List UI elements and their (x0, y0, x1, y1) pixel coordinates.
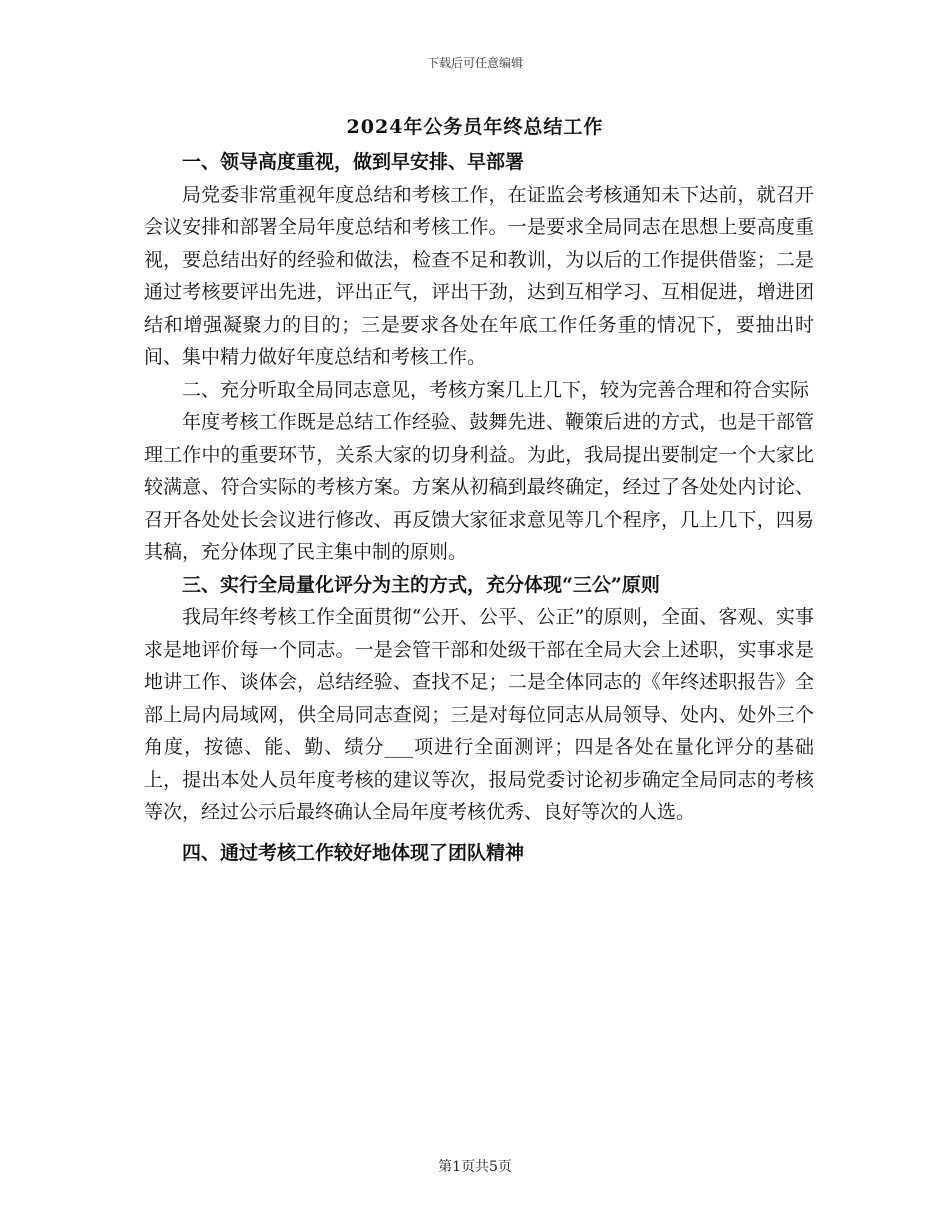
page-footer: 第1页共5页 (438, 1159, 512, 1175)
page-header: 下载后可任意编辑 (426, 56, 523, 70)
section-3-paragraph: 我局年终考核工作全面贯彻“公开、公平、公正”的原则，全面、客观、实事求是地评价每一个同志。一是会管干部和处级干部在全局大会上述职，实事求是地讲工作、谈体会，总结经验、查找不足；二是全体同志的《年终述职报告》全部上局内局域网，供全局同志查阅；三是对每位同志从局领导、处内、处外三个角度，按德、能、勤、绩分___项进行全面测评；四是各处在量化评分的基础上，提出本处人员年度考核的建议等次，报局党委讨论初步确定全局同志的考核等次，经过公示后最终确认全局年度考核优秀、良好等次的人选。 (144, 606, 814, 823)
section-3-heading: 三、实行全局量化评分为主的方式，充分体现“三公”原则 (182, 573, 660, 596)
section-1-heading: 一、领导高度重视，做到早安排、早部署 (182, 151, 525, 173)
section-2-paragraph: 年度考核工作既是总结工作经验、鼓舞先进、鞭策后进的方式，也是干部管理工作中的重要环节，关系大家的切身利益。为此，我局提出要制定一个大家比较满意、符合实际的考核方案。方案从初稿到最终确定，经过了各处处内讨论、召开各处处长会议进行修改、再反馈大家征求意见等几个程序，几上几下，四易其稿，充分体现了民主集中制的原则。 (144, 411, 814, 563)
document-body (144, 146, 814, 869)
section-2-heading: 二、充分听取全局同志意见，考核方案几上几下，较为完善合理和符合实际 (182, 378, 810, 401)
section-4-heading: 四、通过考核工作较好地体现了团队精神 (182, 841, 525, 864)
document-title: 2024年公务员年终总结工作 (346, 116, 604, 138)
section-1-paragraph: 局党委非常重视年度总结和考核工作，在证监会考核通知未下达前，就召开会议安排和部署全局年度总结和考核工作。一是要求全局同志在思想上要高度重视，要总结出好的经验和做法，检查不足和教训，为以后的工作提供借鉴；二是通过考核要评出先进，评出正气，评出干劲，达到互相学习、互相促进，增进团结和增强凝聚力的目的；三是要求各处在年底工作任务重的情况下，要抽出时间、集中精力做好年度总结和考核工作。 (144, 183, 814, 368)
